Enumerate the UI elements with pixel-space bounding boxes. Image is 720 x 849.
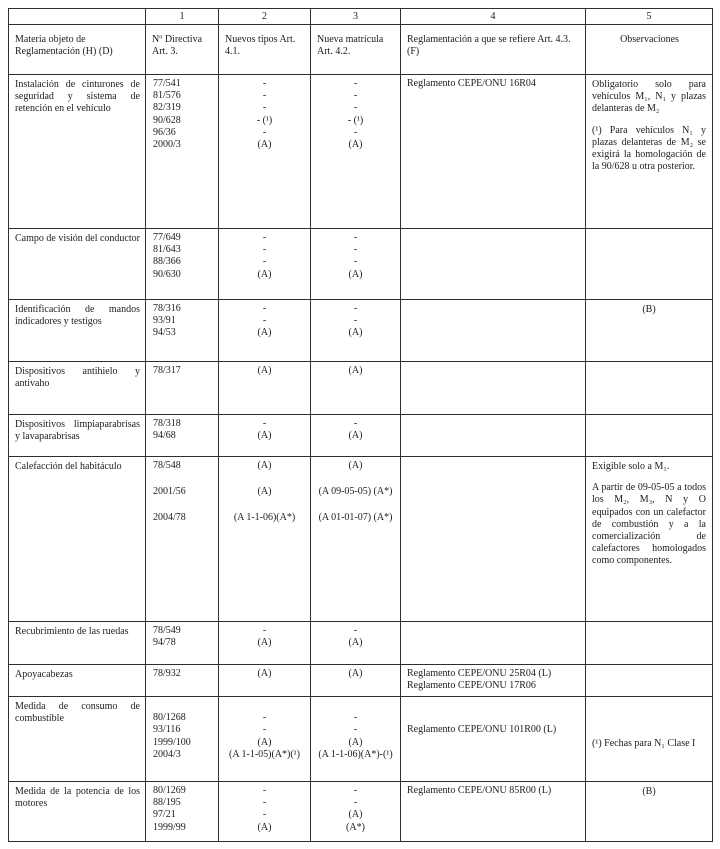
reglamentacion-cell: [401, 622, 586, 665]
observaciones-text: (¹) Para vehículos N₁ y plazas delanteras de M₂ se exigirá la homologación de la 90/628 u otra posterior.: [592, 124, 706, 173]
nueva-matricula-cell: [311, 362, 401, 415]
nueva-matricula-value: (A): [348, 430, 363, 442]
nueva-matricula-value: -: [353, 256, 358, 268]
materia-text: Apoyacabezas: [15, 669, 73, 680]
header-row: [9, 25, 713, 75]
observaciones-text: Obligatorio solo para vehículos M₁, N₁ y plazas delanteras de M₂: [592, 79, 706, 115]
nuevos-tipos-value: -: [262, 797, 267, 809]
column-number-row: [9, 9, 713, 25]
directiva-cell: [146, 75, 219, 229]
directiva-value: 2000/3: [153, 139, 181, 151]
directiva-value: 78/932: [153, 668, 181, 679]
nueva-matricula-cell: [311, 665, 401, 697]
nuevos-tipos-value: (A 1-1-06)(A*): [233, 512, 296, 524]
observaciones-cell: [586, 415, 713, 457]
reglamentacion-cell: [401, 782, 586, 842]
table-row: [9, 75, 713, 229]
directiva-cell: [146, 622, 219, 665]
nuevos-tipos-value: (A): [257, 736, 272, 748]
materia-text: Campo de visión del conductor: [15, 233, 140, 244]
reglamentacion-cell: [401, 697, 586, 782]
nuevos-tipos-value: (A): [257, 430, 272, 442]
nuevos-tipos-value: -: [262, 712, 267, 724]
observaciones-text: (B): [642, 304, 656, 315]
materia-cell: [9, 665, 146, 697]
nueva-matricula-cell: [311, 229, 401, 300]
reglamentacion-text: Reglamento CEPE/ONU 101R00 (L): [407, 724, 557, 736]
directiva-value: 1999/100: [153, 736, 191, 748]
directiva-cell: [146, 229, 219, 300]
directiva-cell: [146, 665, 219, 697]
directiva-value: 81/576: [153, 90, 181, 102]
nuevos-tipos-value: (A 1-1-05)(A*)(¹): [228, 748, 301, 760]
nuevos-tipos-value: -: [262, 256, 267, 268]
nuevos-tipos-value: -: [262, 303, 267, 314]
nuevos-tipos-value: (A): [257, 268, 272, 280]
reglamentacion-cell: [401, 75, 586, 229]
nueva-matricula-value: -: [353, 625, 358, 636]
nuevos-tipos-value: (A): [257, 637, 272, 649]
nueva-matricula-value: (A): [348, 365, 363, 376]
directiva-cell: [146, 782, 219, 842]
observaciones-text: (¹) Fechas para N₁ Clase I: [592, 737, 696, 749]
directiva-value: 77/649: [153, 232, 181, 243]
directiva-cell: [146, 362, 219, 415]
table-row: [9, 362, 713, 415]
nueva-matricula-value: (A): [348, 809, 363, 821]
nueva-matricula-value: (A): [348, 668, 363, 679]
nuevos-tipos-value: -: [262, 90, 267, 102]
nuevos-tipos-value: (A): [257, 486, 272, 498]
materia-text: Dispositivos antihielo y antivaho: [15, 366, 140, 390]
directiva-value: 94/53: [153, 327, 176, 339]
header-reglamentacion: Reglamentación a que se refiere Art. 4.3. (F): [401, 25, 586, 75]
observaciones-cell: [586, 300, 713, 362]
table-row: [9, 457, 713, 622]
regulation-table: [8, 8, 713, 842]
materia-cell: [9, 229, 146, 300]
observaciones-cell: [586, 697, 713, 782]
directiva-value: 78/548: [153, 460, 181, 471]
nueva-matricula-cell: [311, 457, 401, 622]
directiva-value: 90/630: [153, 268, 181, 280]
nueva-matricula-value: (A): [348, 327, 363, 339]
nuevos-tipos-value: - (¹): [256, 114, 273, 126]
nuevos-tipos-value: -: [262, 724, 267, 736]
column-number-4: 4: [401, 9, 586, 25]
nueva-matricula-value: -: [353, 78, 358, 89]
column-number-5: 5: [586, 9, 713, 25]
nuevos-tipos-cell: [219, 75, 311, 229]
reglamentacion-text: Reglamento CEPE/ONU 17R06: [407, 680, 536, 692]
spacer-line: [153, 700, 214, 712]
reglamentacion-cell: [401, 229, 586, 300]
nueva-matricula-value: (A*): [346, 821, 365, 833]
directiva-value: 2004/3: [153, 748, 181, 760]
nueva-matricula-value: (A 01-01-07) (A*): [318, 512, 393, 524]
directiva-value: 88/195: [153, 797, 181, 809]
directiva-value: 90/628: [153, 114, 181, 126]
directiva-value: 78/549: [153, 625, 181, 636]
materia-text: Medida de la potencia de los motores: [15, 786, 140, 810]
nuevos-tipos-value: (A): [257, 327, 272, 339]
nueva-matricula-value: (A 09-05-05) (A*): [318, 486, 393, 498]
reglamentacion-cell: [401, 457, 586, 622]
header-nueva-matricula: Nueva matrícula Art. 4.2.: [311, 25, 401, 75]
directiva-cell: [146, 300, 219, 362]
spacer-line: [407, 712, 581, 724]
nueva-matricula-value: -: [353, 102, 358, 114]
observaciones-text: A partir de 09-05-05 a todos los M₂, M₃, N y O equipados con un calefactor de combustión y a la comercialización de calefactores homologados como componentes.: [592, 482, 706, 567]
table-row: [9, 782, 713, 842]
nuevos-tipos-value: -: [262, 244, 267, 256]
nuevos-tipos-value: -: [262, 809, 267, 821]
header-nuevos-tipos: Nuevos tipos Art. 4.1.: [219, 25, 311, 75]
reglamentacion-cell: [401, 665, 586, 697]
nueva-matricula-cell: [311, 622, 401, 665]
observaciones-cell: [586, 229, 713, 300]
materia-text: Dispositivos limpiaparabrisas y lavaparabrisas: [15, 419, 140, 443]
materia-cell: [9, 300, 146, 362]
nuevos-tipos-cell: [219, 229, 311, 300]
nueva-matricula-value: -: [353, 785, 358, 796]
nueva-matricula-cell: [311, 75, 401, 229]
spacer-line: [221, 700, 308, 712]
nueva-matricula-value: -: [353, 303, 358, 314]
spacer-line: [407, 700, 581, 712]
directiva-value: 93/91: [153, 315, 176, 327]
nuevos-tipos-cell: [219, 300, 311, 362]
directiva-value: 2001/56: [153, 486, 186, 498]
directiva-value: 94/78: [153, 637, 176, 649]
directiva-value: 88/366: [153, 256, 181, 268]
observaciones-text: Exigible solo a M₁.: [592, 461, 670, 472]
header-directiva: Nº Directiva Art. 3.: [146, 25, 219, 75]
observaciones-cell: [586, 622, 713, 665]
nuevos-tipos-value: (A): [257, 460, 272, 471]
nueva-matricula-value: - (¹): [347, 114, 364, 126]
table-row: [9, 622, 713, 665]
directiva-value: 80/1268: [153, 712, 186, 724]
nuevos-tipos-value: -: [262, 315, 267, 327]
spacer-line: [313, 700, 398, 712]
nueva-matricula-value: -: [353, 244, 358, 256]
nueva-matricula-cell: [311, 697, 401, 782]
spacer-line: [592, 701, 706, 713]
directiva-value: 94/68: [153, 430, 176, 442]
directiva-value: 96/36: [153, 126, 176, 138]
nueva-matricula-value: (A 1-1-06)(A*)-(¹): [318, 748, 393, 760]
directiva-value: 1999/99: [153, 821, 186, 833]
nuevos-tipos-cell: [219, 415, 311, 457]
nueva-matricula-value: -: [353, 724, 358, 736]
spacer-line: [592, 713, 706, 725]
nuevos-tipos-value: -: [262, 418, 267, 429]
materia-text: Identificación de mandos indicadores y testigos: [15, 304, 140, 328]
nuevos-tipos-value: (A): [257, 139, 272, 151]
directiva-cell: [146, 697, 219, 782]
nuevos-tipos-value: (A): [257, 365, 272, 376]
nueva-matricula-value: -: [353, 712, 358, 724]
reglamentacion-text: Reglamento CEPE/ONU 85R00 (L): [407, 785, 552, 796]
nueva-matricula-value: (A): [348, 460, 363, 471]
reglamentacion-cell: [401, 300, 586, 362]
column-number-2: 2: [219, 9, 311, 25]
nuevos-tipos-value: (A): [257, 668, 272, 679]
nueva-matricula-value: (A): [348, 139, 363, 151]
nueva-matricula-value: (A): [348, 736, 363, 748]
reglamentacion-text: Reglamento CEPE/ONU 25R04 (L): [407, 668, 552, 679]
directiva-value: 81/643: [153, 244, 181, 256]
nueva-matricula-value: (A): [348, 637, 363, 649]
nuevos-tipos-cell: [219, 457, 311, 622]
materia-cell: [9, 415, 146, 457]
nuevos-tipos-value: -: [262, 126, 267, 138]
nuevos-tipos-cell: [219, 665, 311, 697]
materia-text: Recubrimiento de las ruedas: [15, 626, 129, 637]
directiva-value: 78/317: [153, 365, 181, 376]
reglamentacion-cell: [401, 415, 586, 457]
nueva-matricula-value: -: [353, 418, 358, 429]
directiva-value: 97/21: [153, 809, 176, 821]
nuevos-tipos-cell: [219, 782, 311, 842]
nueva-matricula-value: -: [353, 232, 358, 243]
corner-cell: [9, 9, 146, 25]
nuevos-tipos-cell: [219, 697, 311, 782]
materia-text: Medida de consumo de combustible: [15, 701, 140, 725]
materia-cell: [9, 362, 146, 415]
directiva-value: 77/541: [153, 78, 181, 89]
nueva-matricula-value: -: [353, 90, 358, 102]
table-row: [9, 665, 713, 697]
column-number-1: 1: [146, 9, 219, 25]
header-materia: Materia objeto de Reglamentación (H) (D): [9, 25, 146, 75]
materia-cell: [9, 457, 146, 622]
nuevos-tipos-cell: [219, 622, 311, 665]
directiva-cell: [146, 457, 219, 622]
nueva-matricula-cell: [311, 300, 401, 362]
materia-cell: [9, 75, 146, 229]
materia-text: Instalación de cinturones de seguridad y sistema de retención en el vehículo: [15, 79, 140, 115]
observaciones-cell: [586, 782, 713, 842]
spacer-line: [592, 725, 706, 737]
table-row: [9, 415, 713, 457]
directiva-value: 78/316: [153, 303, 181, 314]
observaciones-cell: [586, 362, 713, 415]
materia-cell: [9, 697, 146, 782]
directiva-value: 2004/78: [153, 512, 186, 524]
column-number-3: 3: [311, 9, 401, 25]
header-observaciones: Observaciones: [586, 25, 713, 75]
materia-cell: [9, 782, 146, 842]
nueva-matricula-value: (A): [348, 268, 363, 280]
nueva-matricula-cell: [311, 415, 401, 457]
nuevos-tipos-cell: [219, 362, 311, 415]
table-body: [9, 75, 713, 842]
observaciones-cell: [586, 665, 713, 697]
directiva-value: 78/318: [153, 418, 181, 429]
nueva-matricula-value: -: [353, 797, 358, 809]
directiva-value: 80/1269: [153, 785, 186, 796]
table-row: [9, 300, 713, 362]
materia-cell: [9, 622, 146, 665]
directiva-value: 82/319: [153, 102, 181, 114]
observaciones-text: (B): [642, 786, 656, 797]
observaciones-cell: [586, 457, 713, 622]
directiva-value: 93/116: [153, 724, 181, 736]
materia-text: Calefacción del habitáculo: [15, 461, 122, 472]
nueva-matricula-value: -: [353, 315, 358, 327]
nuevos-tipos-value: -: [262, 78, 267, 89]
nuevos-tipos-value: -: [262, 102, 267, 114]
table-row: [9, 229, 713, 300]
nueva-matricula-value: -: [353, 126, 358, 138]
directiva-cell: [146, 415, 219, 457]
nuevos-tipos-value: -: [262, 232, 267, 243]
reglamentacion-text: Reglamento CEPE/ONU 16R04: [407, 78, 536, 89]
observaciones-cell: [586, 75, 713, 229]
nuevos-tipos-value: (A): [257, 821, 272, 833]
nuevos-tipos-value: -: [262, 625, 267, 636]
nueva-matricula-cell: [311, 782, 401, 842]
table-row: [9, 697, 713, 782]
reglamentacion-cell: [401, 362, 586, 415]
nuevos-tipos-value: -: [262, 785, 267, 796]
